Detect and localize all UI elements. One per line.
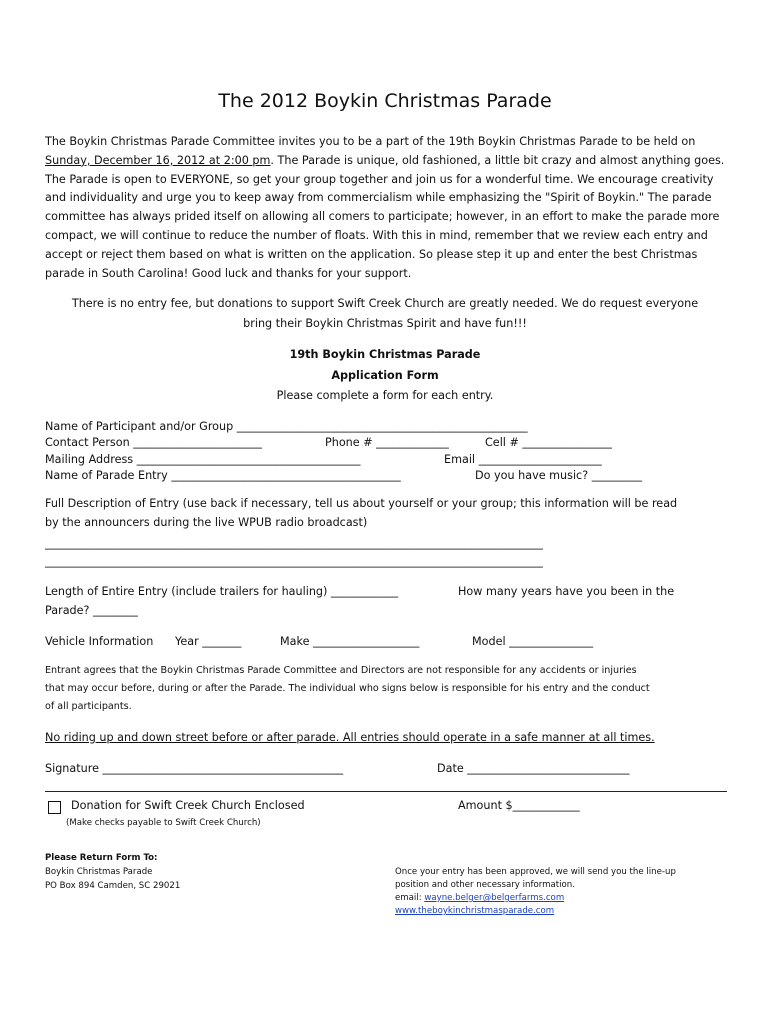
- date-field[interactable]: Date _____________________________: [437, 762, 630, 775]
- page-title: The 2012 Boykin Christmas Parade: [218, 90, 552, 112]
- description-label: Full Description of Entry (use back if necessary, tell us about yourself or your group; this information will be read: [45, 497, 678, 510]
- approval-line2: position and other necessary information.: [395, 880, 575, 890]
- email-link[interactable]: wayne.belger@belgerfarms.com: [424, 893, 565, 903]
- description-line[interactable]: _________________________________________________________________________________________: [45, 555, 543, 568]
- music-field[interactable]: Do you have music? _________: [475, 469, 643, 482]
- approval-line1: Once your entry has been approved, we will send you the line-up: [395, 867, 676, 877]
- agreement-line1: Entrant agrees that the Boykin Christmas Parade Committee and Directors are not responsible for any accidents or injuries: [45, 665, 637, 676]
- email-field[interactable]: Email ______________________: [444, 453, 602, 466]
- vehicle-info-label: Vehicle Information: [45, 635, 154, 648]
- donation-checkbox[interactable]: [48, 801, 61, 814]
- mailing-address-field[interactable]: Mailing Address ________________________________________: [45, 453, 361, 466]
- donation-notice-line2: bring their Boykin Christmas Spirit and have fun!!!: [243, 317, 527, 330]
- participant-name-field[interactable]: Name of Participant and/or Group ____________________________________________________: [45, 420, 528, 433]
- intro-text-start: The Boykin Christmas Parade Committee invites you to be a part of the 19th Boykin Christmas Parade to be held on: [45, 135, 696, 148]
- donation-note: (Make checks payable to Swift Creek Church): [66, 818, 261, 828]
- years-in-parade-label: How many years have you been in the: [458, 585, 675, 598]
- website-link[interactable]: www.theboykinchristmasparade.com: [395, 906, 555, 916]
- safety-rule: No riding up and down street before or after parade. All entries should operate in a safe manner at all times.: [45, 731, 655, 744]
- entry-length-field[interactable]: Length of Entire Entry (include trailers for hauling) ____________: [45, 585, 399, 598]
- phone-field[interactable]: Phone # _____________: [325, 436, 449, 449]
- description-line[interactable]: _________________________________________________________________________________________: [45, 537, 543, 550]
- description-label-cont: by the announcers during the live WPUB radio broadcast): [45, 516, 368, 529]
- email-label: email:: [395, 893, 425, 903]
- form-subheading: Application Form: [331, 369, 439, 382]
- contact-person-field[interactable]: Contact Person _______________________: [45, 436, 262, 449]
- agreement-line2: that may occur before, during or after the Parade. The individual who signs below is responsible for his entry and the conduct: [45, 683, 650, 694]
- return-heading: Please Return Form To:: [45, 853, 158, 863]
- years-in-parade-field[interactable]: Parade? ________: [45, 604, 138, 617]
- donation-notice-line1: There is no entry fee, but donations to support Swift Creek Church are greatly needed. We do request everyone: [71, 297, 699, 310]
- cell-field[interactable]: Cell # ________________: [485, 436, 612, 449]
- vehicle-model-field[interactable]: Model _______________: [472, 635, 594, 648]
- form-instruction: Please complete a form for each entry.: [276, 389, 494, 402]
- donation-label: Donation for Swift Creek Church Enclosed: [71, 799, 305, 812]
- approval-email-row: [395, 893, 564, 903]
- return-name: Boykin Christmas Parade: [45, 867, 153, 877]
- return-address: PO Box 894 Camden, SC 29021: [45, 881, 181, 891]
- vehicle-make-field[interactable]: Make ___________________: [280, 635, 420, 648]
- signature-field[interactable]: Signature ___________________________________________: [45, 762, 344, 775]
- agreement-line3: of all participants.: [45, 701, 132, 712]
- divider-line: [45, 791, 727, 792]
- intro-paragraph: [45, 133, 730, 283]
- parade-entry-name-field[interactable]: Name of Parade Entry _________________________________________: [45, 469, 401, 482]
- donation-amount-field[interactable]: Amount $____________: [458, 799, 580, 812]
- intro-text-rest: . The Parade is unique, old fashioned, a little bit crazy and almost anything goes. The Parade is open to EVERYONE, so get your group together and join us for a wonderful time. We encourage creativity and individuality and urge you to keep away from commercialism while emphasizing the "Spirit of Boykin." The parade committee has always prided itself on allowing all comers to participate; however, in an effort to make the parade more compact, we will continue to reduce the number of floats. With this in mind, remember that we review each entry and accept or reject them based on what is written on the application. So please step it up and enter the best Christmas parade in South Carolina! Good luck and thanks for your support.: [45, 153, 725, 280]
- form-heading: 19th Boykin Christmas Parade: [289, 348, 481, 361]
- parade-date: Sunday, December 16, 2012 at 2:00 pm: [45, 153, 271, 167]
- vehicle-year-field[interactable]: Year _______: [175, 635, 242, 648]
